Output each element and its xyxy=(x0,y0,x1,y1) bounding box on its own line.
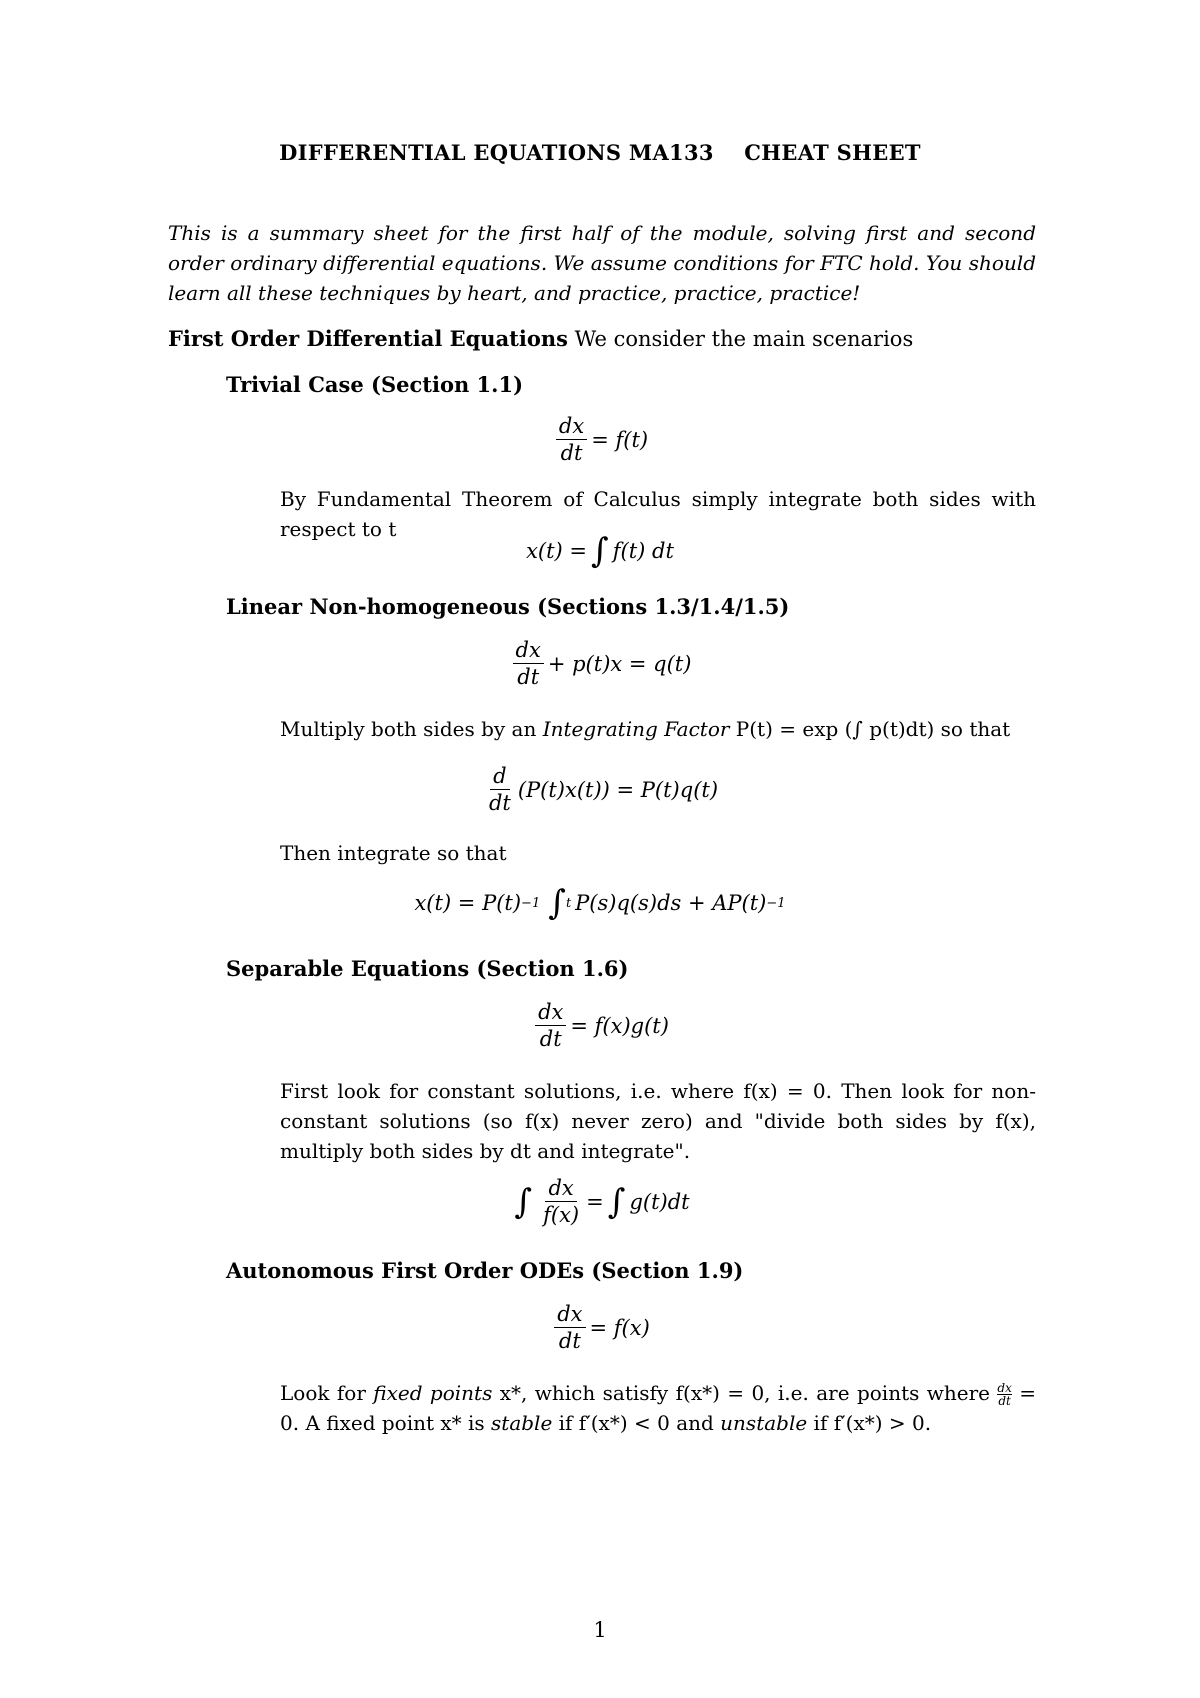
linear-heading: Linear Non-homogeneous (Sections 1.3/1.4/1.5) xyxy=(226,594,790,619)
integral-sign: ∫ xyxy=(591,531,609,571)
linear-text xyxy=(280,714,1036,744)
frac-den: dt xyxy=(558,1329,581,1353)
trivial-equation-1 xyxy=(0,414,1200,465)
eq-rhs: f(t) dt xyxy=(612,539,674,563)
integral-subscript: t xyxy=(565,895,572,911)
frac-num: dx xyxy=(997,1381,1012,1395)
eq-rhs: = f(t) xyxy=(591,427,649,452)
frac-num: d xyxy=(490,764,509,790)
intro-paragraph: This is a summary sheet for the first half of the module, solving first and second order ordinary differential equations. We assume conditions for FTC hold. You should learn all these techniques by heart, and practice, practice, practice! xyxy=(168,221,1036,305)
separable-text: First look for constant solutions, i.e. where f(x) = 0. Then look for non-constant solutions (so f(x) never zero) and "divide both sides by f(x), multiply both sides by dt and integrate". xyxy=(280,1079,1036,1163)
fixed-points-term: fixed points xyxy=(373,1381,493,1405)
trivial-text: By Fundamental Theorem of Calculus simply integrate both sides with respect to t xyxy=(280,487,1036,541)
eq-rhs: = f(x)g(t) xyxy=(570,1013,669,1038)
eq-rhs: + p(t)x = q(t) xyxy=(547,651,692,676)
eq-lhs: x(t) = P(t) xyxy=(414,891,522,915)
frac-num: dx xyxy=(554,1302,585,1328)
dx-dt-fraction xyxy=(554,1302,585,1353)
eq-rhs: g(t)dt xyxy=(629,1189,690,1214)
exponent: −1 xyxy=(521,895,541,911)
frac-num: dx xyxy=(535,1000,566,1026)
section-heading-lead: We consider the main scenarios xyxy=(567,327,914,351)
page-title: DIFFERENTIAL EQUATIONS MA133 CHEAT SHEET xyxy=(279,140,921,165)
autonomous-equation-1 xyxy=(0,1302,1200,1353)
section-heading xyxy=(168,326,913,351)
linear-equation-1 xyxy=(0,638,1200,689)
text-part: Look for xyxy=(280,1381,374,1405)
equals-sign: = xyxy=(586,1189,604,1214)
frac-num: dx xyxy=(545,1176,576,1202)
linear-text-2: Then integrate so that xyxy=(280,841,507,865)
trivial-equation-2 xyxy=(0,531,1200,571)
stable-term: stable xyxy=(491,1411,553,1435)
eq-rhs: (P(t)x(t)) = P(t)q(t) xyxy=(517,777,719,802)
separable-equation-1 xyxy=(0,1000,1200,1051)
frac-den: dt xyxy=(560,441,583,465)
frac-den: dt xyxy=(998,1394,1011,1408)
dx-dt-fraction xyxy=(556,414,587,465)
frac-num: dx xyxy=(556,414,587,440)
separable-heading: Separable Equations (Section 1.6) xyxy=(226,956,629,981)
text-part: x*, which satisfy f(x*) = 0, i.e. are points where xyxy=(492,1381,998,1405)
exponent: −1 xyxy=(766,895,786,911)
page-number: 1 xyxy=(593,1618,607,1642)
separable-equation-2 xyxy=(0,1176,1200,1227)
text-part: Multiply both sides by an xyxy=(280,717,543,741)
d-dt-fraction xyxy=(486,764,514,815)
frac-den: dt xyxy=(488,791,511,815)
text-part: = 0. A fixed point x* is xyxy=(280,1381,1037,1435)
text-part: if f′(x*) < 0 and xyxy=(552,1411,721,1435)
frac-num: dx xyxy=(513,638,544,664)
dx-dt-fraction xyxy=(513,638,544,689)
integrating-factor-term: Integrating Factor xyxy=(542,717,730,741)
autonomous-text xyxy=(280,1378,1036,1438)
integral-sign: ∫ xyxy=(514,1181,533,1222)
unstable-term: unstable xyxy=(720,1411,808,1435)
frac-den: dt xyxy=(517,665,540,689)
frac-den: f(x) xyxy=(543,1203,580,1227)
inline-dx-dt-fraction xyxy=(997,1382,1011,1407)
dx-fx-fraction xyxy=(540,1176,582,1227)
integral-sign: ∫ xyxy=(607,1181,626,1222)
text-part: if f′(x*) > 0. xyxy=(807,1411,932,1435)
text-part: P(t) = exp (∫ p(t)dt) so that xyxy=(729,717,1011,741)
eq-rhs: = f(x) xyxy=(589,1315,650,1340)
section-heading-bold: First Order Differential Equations xyxy=(168,326,568,351)
autonomous-heading: Autonomous First Order ODEs (Section 1.9) xyxy=(226,1258,744,1283)
linear-equation-2 xyxy=(0,764,1200,815)
eq-lhs: x(t) = xyxy=(526,539,588,563)
linear-equation-3 xyxy=(0,883,1200,923)
integral-sign: ∫ xyxy=(548,883,566,923)
trivial-heading: Trivial Case (Section 1.1) xyxy=(226,372,524,397)
frac-den: dt xyxy=(539,1027,562,1051)
dx-dt-fraction xyxy=(535,1000,566,1051)
eq-mid: P(s)q(s)ds + AP(t) xyxy=(575,891,767,915)
